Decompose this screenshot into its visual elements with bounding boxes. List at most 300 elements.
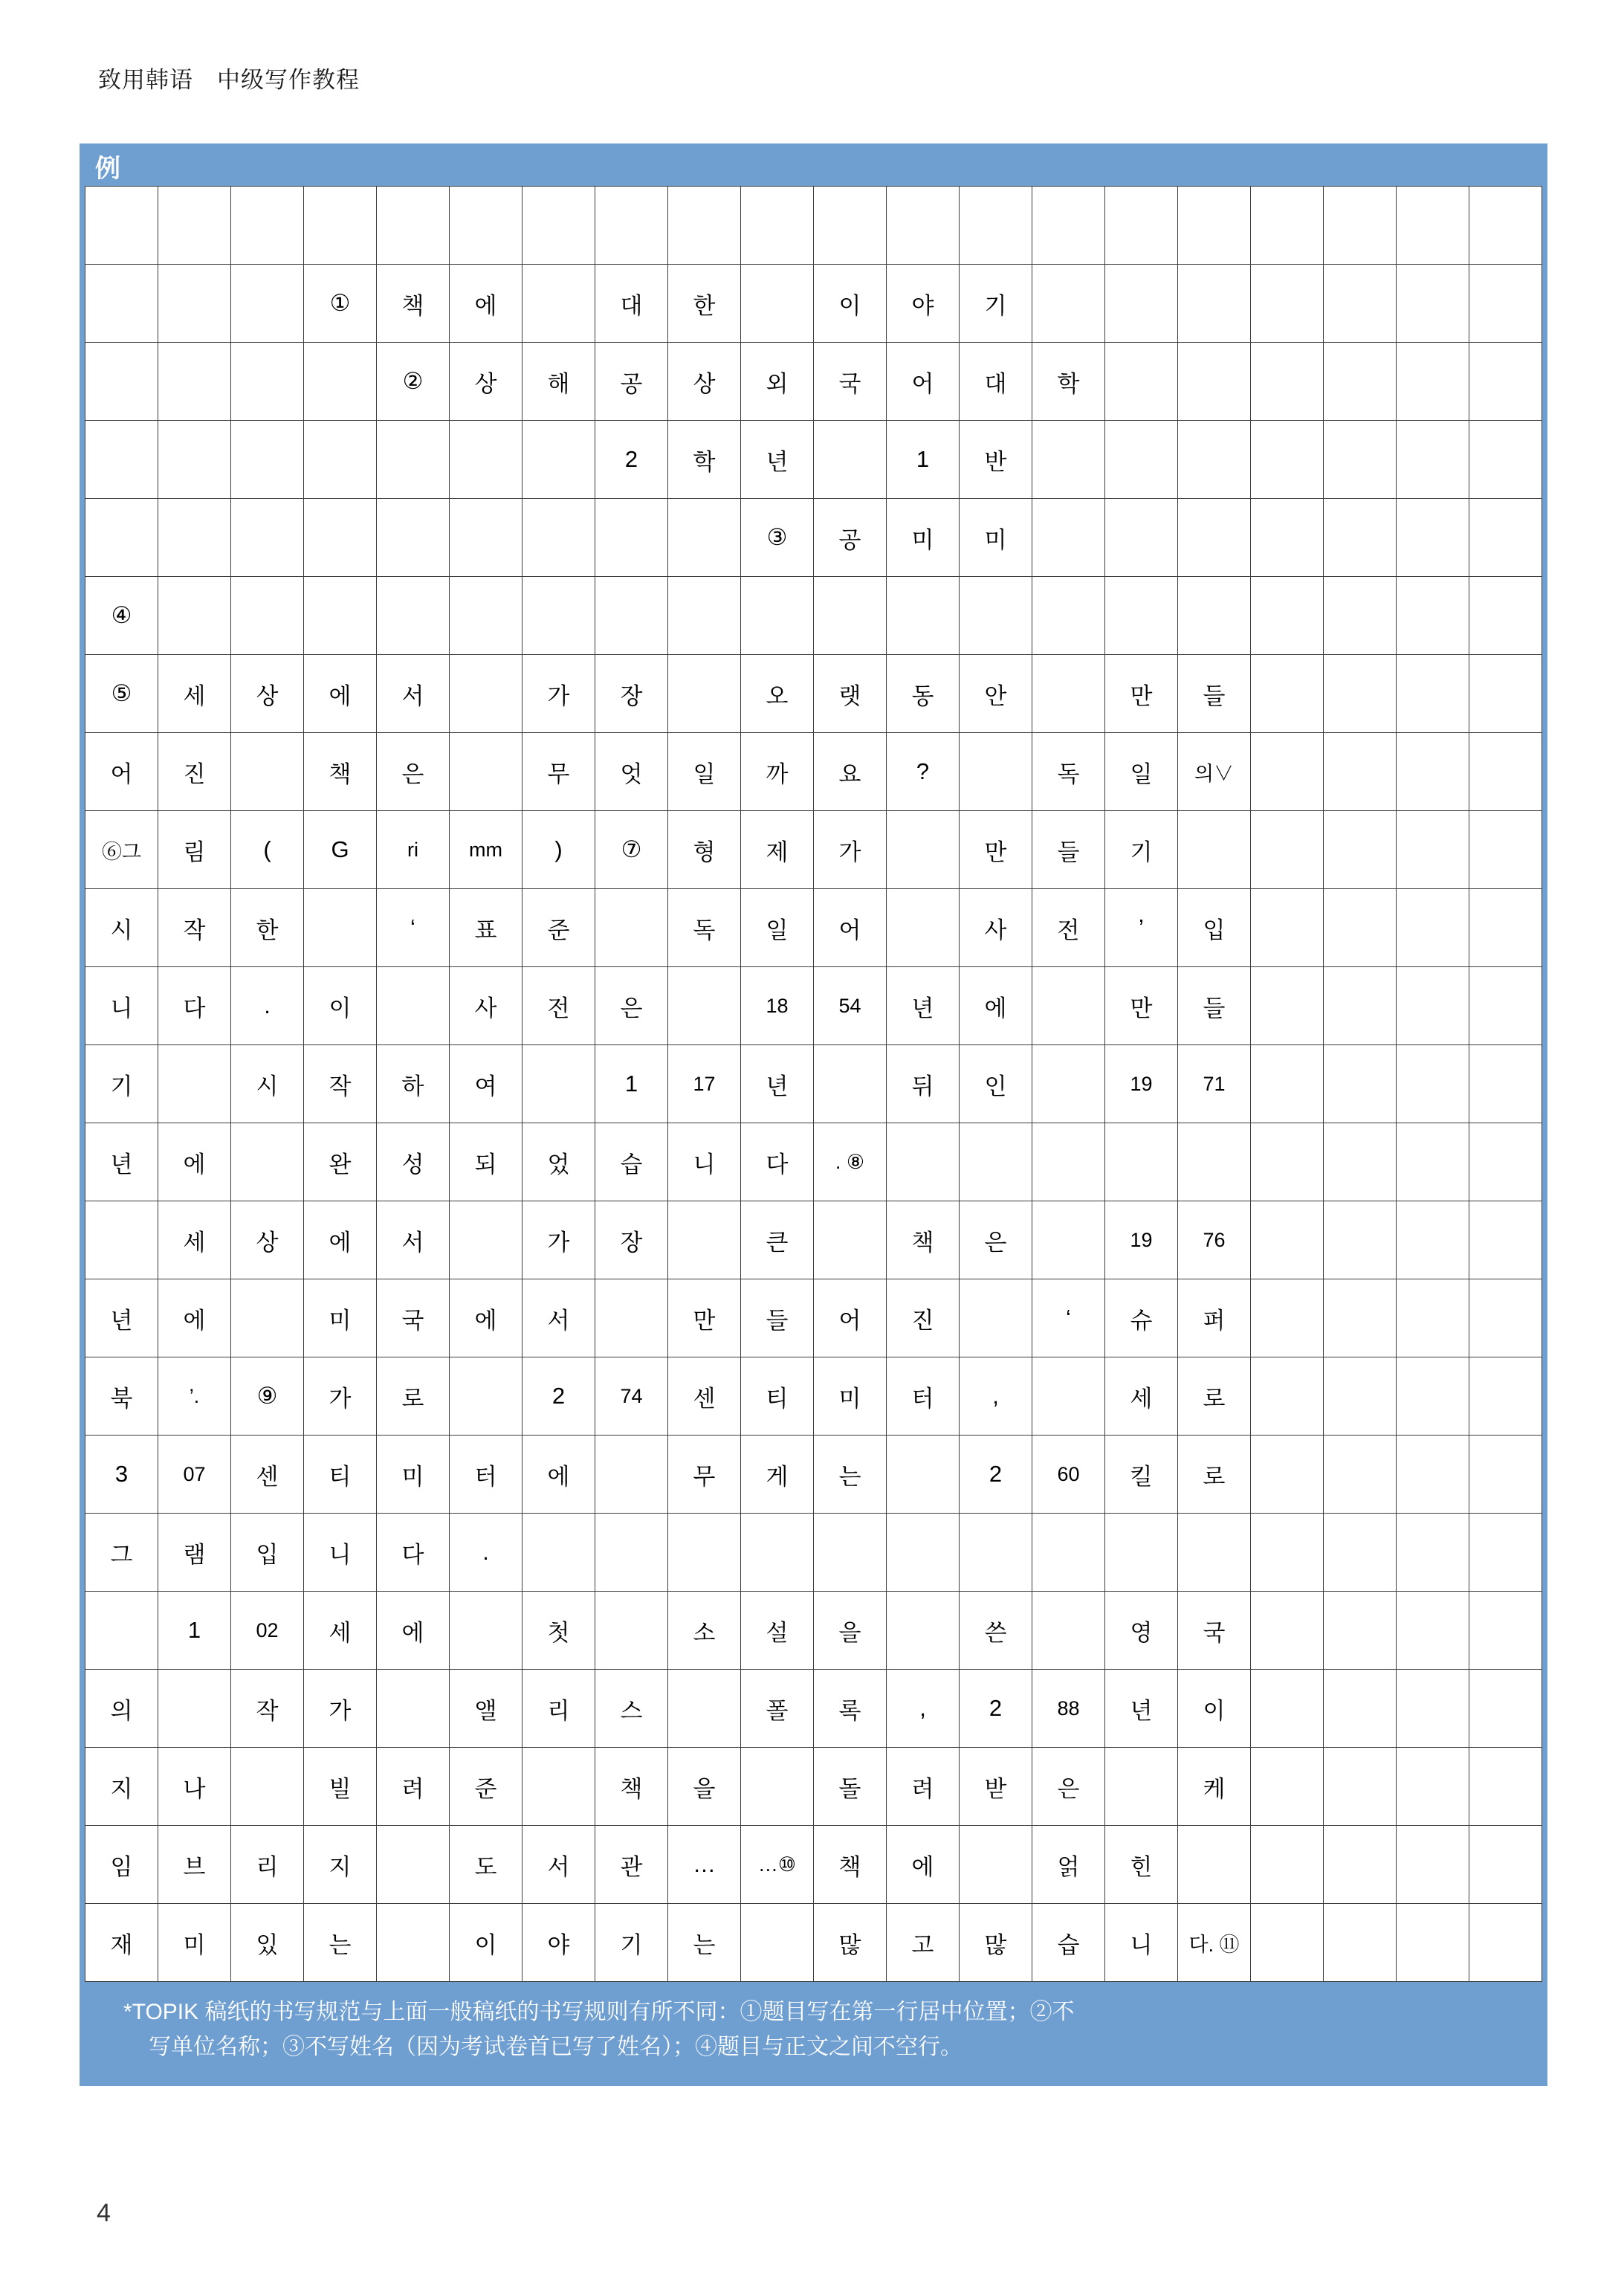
grid-cell (158, 343, 231, 421)
grid-cell: 니 (304, 1514, 377, 1592)
grid-cell (595, 1592, 668, 1670)
grid-cell: 려 (377, 1748, 450, 1826)
grid-cell: 로 (1178, 1436, 1251, 1514)
grid-cell (1324, 733, 1397, 811)
grid-cell: 성 (377, 1123, 450, 1201)
grid-cell (158, 187, 231, 265)
grid-cell (1397, 1592, 1469, 1670)
grid-row (85, 1670, 1542, 1748)
grid-cell: 미 (304, 1279, 377, 1357)
grid-cell: 진 (158, 733, 231, 811)
grid-cell (1032, 187, 1105, 265)
grid-cell (1178, 1514, 1251, 1592)
grid-cell: 한 (668, 265, 741, 343)
grid-cell (887, 1514, 960, 1592)
grid-cell: 티 (304, 1436, 377, 1514)
grid-cell (1469, 655, 1542, 733)
grid-cell: 책 (814, 1826, 887, 1904)
grid-cell (450, 655, 523, 733)
grid-cell (231, 1748, 304, 1826)
grid-cell: 은 (377, 733, 450, 811)
grid-cell (1251, 1123, 1324, 1201)
grid-cell: 작 (304, 1045, 377, 1123)
grid-cell (814, 1514, 887, 1592)
grid-cell (1469, 1826, 1542, 1904)
grid-cell (1324, 1826, 1397, 1904)
grid-cell (1324, 1123, 1397, 1201)
grid-cell: . (231, 967, 304, 1045)
grid-cell: 에 (304, 655, 377, 733)
grid-cell: ) (523, 811, 595, 889)
grid-cell: 대 (960, 343, 1032, 421)
grid-cell (1251, 1904, 1324, 1982)
grid-cell (450, 1592, 523, 1670)
grid-cell: 만 (668, 1279, 741, 1357)
grid-cell: 은 (595, 967, 668, 1045)
grid-cell: 무 (668, 1436, 741, 1514)
grid-cell: 들 (1178, 967, 1251, 1045)
grid-cell (1397, 889, 1469, 967)
grid-cell (377, 187, 450, 265)
grid-cell (595, 1279, 668, 1357)
manuscript-sheet (80, 143, 1547, 2086)
grid-cell (1397, 1045, 1469, 1123)
grid-cell: 미 (814, 1357, 887, 1436)
grid-cell (1324, 1279, 1397, 1357)
grid-cell: 기 (595, 1904, 668, 1982)
grid-cell (814, 421, 887, 499)
grid-cell (1469, 499, 1542, 577)
grid-cell: 표 (450, 889, 523, 967)
grid-cell: 슈 (1105, 1279, 1178, 1357)
grid-cell: 상 (231, 655, 304, 733)
grid-cell (1397, 1279, 1469, 1357)
grid-cell (1251, 1279, 1324, 1357)
grid-cell: 독 (668, 889, 741, 967)
grid-cell: 에 (158, 1279, 231, 1357)
grid-cell (1178, 265, 1251, 343)
grid-cell (1105, 421, 1178, 499)
grid-cell: 되 (450, 1123, 523, 1201)
grid-cell: 54 (814, 967, 887, 1045)
grid-cell: 첫 (523, 1592, 595, 1670)
grid-cell (960, 577, 1032, 655)
grid-cell (741, 577, 814, 655)
grid-cell (1105, 187, 1178, 265)
grid-cell (85, 499, 158, 577)
grid-cell (523, 577, 595, 655)
grid-cell: 니 (85, 967, 158, 1045)
grid-cell (523, 1748, 595, 1826)
grid-cell: 1 (158, 1592, 231, 1670)
grid-cell: 무 (523, 733, 595, 811)
grid-cell: 티 (741, 1357, 814, 1436)
grid-cell: 미 (887, 499, 960, 577)
grid-cell: 얽 (1032, 1826, 1105, 1904)
grid-row (85, 1357, 1542, 1436)
grid-cell: 2 (960, 1670, 1032, 1748)
grid-cell (1469, 889, 1542, 967)
grid-cell: 많 (960, 1904, 1032, 1982)
grid-cell (1178, 577, 1251, 655)
grid-cell: . ⑧ (814, 1123, 887, 1201)
grid-cell: 리 (231, 1826, 304, 1904)
grid-cell: 02 (231, 1592, 304, 1670)
grid-cell: 년 (85, 1123, 158, 1201)
grid-cell (741, 1904, 814, 1982)
grid-cell: 책 (377, 265, 450, 343)
grid-cell: 사 (960, 889, 1032, 967)
grid-cell (158, 577, 231, 655)
grid-cell (1324, 1670, 1397, 1748)
grid-cell (668, 1514, 741, 1592)
grid-cell (1251, 1670, 1324, 1748)
grid-cell: 앨 (450, 1670, 523, 1748)
grid-cell (1324, 1436, 1397, 1514)
grid-cell (231, 1123, 304, 1201)
grid-cell: 북 (85, 1357, 158, 1436)
grid-cell: 88 (1032, 1670, 1105, 1748)
grid-cell: 하 (377, 1045, 450, 1123)
grid-cell (1397, 1904, 1469, 1982)
grid-cell (1469, 1201, 1542, 1279)
grid-cell: 국 (814, 343, 887, 421)
grid-cell: 는 (668, 1904, 741, 1982)
grid-cell (741, 1514, 814, 1592)
grid-cell: 상 (668, 343, 741, 421)
grid-cell: 세 (158, 655, 231, 733)
grid-cell (887, 1123, 960, 1201)
grid-cell: 은 (960, 1201, 1032, 1279)
grid-cell (1397, 1514, 1469, 1592)
grid-cell (1397, 967, 1469, 1045)
grid-cell: 학 (668, 421, 741, 499)
grid-cell (1469, 1436, 1542, 1514)
grid-cell (158, 265, 231, 343)
grid-cell (887, 1436, 960, 1514)
grid-cell (158, 1045, 231, 1123)
grid-cell: 을 (814, 1592, 887, 1670)
grid-cell (231, 499, 304, 577)
grid-cell (960, 1279, 1032, 1357)
grid-cell (1251, 1357, 1324, 1436)
grid-row (85, 1826, 1542, 1904)
grid-row (85, 733, 1542, 811)
grid-cell (814, 1201, 887, 1279)
running-header: 致用韩语 中级写作教程 (98, 67, 360, 93)
grid-cell (1251, 1592, 1324, 1670)
grid-cell: 해 (523, 343, 595, 421)
grid-cell: 에 (960, 967, 1032, 1045)
grid-cell (450, 577, 523, 655)
grid-cell (1469, 733, 1542, 811)
grid-cell: 세 (304, 1592, 377, 1670)
grid-cell (595, 1514, 668, 1592)
grid-cell (1324, 1514, 1397, 1592)
grid-cell: 습 (1032, 1904, 1105, 1982)
grid-cell (1105, 1748, 1178, 1826)
grid-row (85, 1436, 1542, 1514)
grid-row (85, 1279, 1542, 1357)
grid-cell (450, 1201, 523, 1279)
grid-cell: 서 (523, 1279, 595, 1357)
grid-cell (887, 1592, 960, 1670)
grid-cell (1032, 1514, 1105, 1592)
grid-cell: 기 (960, 265, 1032, 343)
grid-cell: 전 (523, 967, 595, 1045)
grid-cell (1469, 1045, 1542, 1123)
grid-cell: 의 (85, 1670, 158, 1748)
grid-cell: 에 (450, 1279, 523, 1357)
grid-cell: ⑥그 (85, 811, 158, 889)
grid-cell (595, 577, 668, 655)
grid-cell: 오 (741, 655, 814, 733)
grid-cell: 빌 (304, 1748, 377, 1826)
grid-cell: . (450, 1514, 523, 1592)
grid-cell: 외 (741, 343, 814, 421)
grid-cell: 도 (450, 1826, 523, 1904)
grid-cell: 완 (304, 1123, 377, 1201)
grid-cell: 들 (1032, 811, 1105, 889)
grid-cell: 형 (668, 811, 741, 889)
grid-cell (887, 187, 960, 265)
grid-cell (595, 499, 668, 577)
grid-cell (1324, 265, 1397, 343)
grid-cell (1324, 655, 1397, 733)
grid-cell (1251, 577, 1324, 655)
grid-cell: 서 (377, 655, 450, 733)
grid-cell (1251, 1201, 1324, 1279)
grid-cell (668, 499, 741, 577)
grid-cell (1324, 1201, 1397, 1279)
grid-cell: ’. (158, 1357, 231, 1436)
grid-cell: 돌 (814, 1748, 887, 1826)
grid-cell (1105, 343, 1178, 421)
grid-cell (1178, 421, 1251, 499)
grid-cell: 케 (1178, 1748, 1251, 1826)
grid-cell (1397, 1436, 1469, 1514)
grid-cell: 리 (523, 1670, 595, 1748)
grid-cell (523, 1514, 595, 1592)
grid-cell (741, 1748, 814, 1826)
grid-cell: ⑦ (595, 811, 668, 889)
grid-cell: 에 (523, 1436, 595, 1514)
grid-cell: 가 (304, 1670, 377, 1748)
grid-cell (231, 187, 304, 265)
grid-cell: 만 (960, 811, 1032, 889)
grid-cell: 임 (85, 1826, 158, 1904)
grid-cell: 국 (1178, 1592, 1251, 1670)
grid-cell (741, 187, 814, 265)
grid-cell: 림 (158, 811, 231, 889)
grid-row (85, 577, 1542, 655)
grid-cell: 60 (1032, 1436, 1105, 1514)
grid-cell (1105, 577, 1178, 655)
grid-cell: 관 (595, 1826, 668, 1904)
grid-cell: 입 (231, 1514, 304, 1592)
grid-cell: 는 (304, 1904, 377, 1982)
grid-cell: 대 (595, 265, 668, 343)
grid-cell (1251, 1514, 1324, 1592)
grid-cell: 많 (814, 1904, 887, 1982)
grid-cell (523, 187, 595, 265)
grid-cell (1251, 1748, 1324, 1826)
grid-cell (1469, 1357, 1542, 1436)
grid-cell (1397, 1748, 1469, 1826)
grid-cell: 받 (960, 1748, 1032, 1826)
grid-cell: 가 (814, 811, 887, 889)
grid-cell (85, 265, 158, 343)
grid-cell (1251, 1045, 1324, 1123)
grid-cell (1469, 1748, 1542, 1826)
grid-cell: 17 (668, 1045, 741, 1123)
grid-cell: 니 (668, 1123, 741, 1201)
grid-cell (304, 889, 377, 967)
grid-cell: 상 (450, 343, 523, 421)
grid-cell: 18 (741, 967, 814, 1045)
grid-cell (1324, 1592, 1397, 1670)
grid-cell: 다. ⑪ (1178, 1904, 1251, 1982)
grid-cell: ③ (741, 499, 814, 577)
grid-cell: 07 (158, 1436, 231, 1514)
grid-cell (1032, 967, 1105, 1045)
grid-cell: 어 (85, 733, 158, 811)
grid-cell (1032, 577, 1105, 655)
grid-cell (1397, 1123, 1469, 1201)
grid-cell (1324, 811, 1397, 889)
grid-cell: 의∨ (1178, 733, 1251, 811)
grid-cell (1178, 499, 1251, 577)
grid-cell (1251, 343, 1324, 421)
grid-cell: 년 (741, 1045, 814, 1123)
grid-cell: 있 (231, 1904, 304, 1982)
grid-cell: 이 (450, 1904, 523, 1982)
grid-cell (85, 421, 158, 499)
grid-cell: 터 (887, 1357, 960, 1436)
grid-cell: 힌 (1105, 1826, 1178, 1904)
grid-cell (1397, 1201, 1469, 1279)
grid-cell (1032, 1357, 1105, 1436)
grid-cell: 센 (231, 1436, 304, 1514)
grid-cell (1178, 1826, 1251, 1904)
grid-cell (1251, 811, 1324, 889)
grid-cell: 이 (814, 265, 887, 343)
grid-cell: 1 (887, 421, 960, 499)
grid-cell: 록 (814, 1670, 887, 1748)
grid-cell: …⑩ (741, 1826, 814, 1904)
grid-cell (1324, 343, 1397, 421)
grid-cell: 가 (523, 655, 595, 733)
grid-cell (1397, 265, 1469, 343)
grid-cell (741, 265, 814, 343)
grid-cell (377, 967, 450, 1045)
grid-cell (1178, 1123, 1251, 1201)
grid-cell (1324, 421, 1397, 499)
grid-cell: 동 (887, 655, 960, 733)
grid-cell (1397, 1357, 1469, 1436)
grid-cell: 영 (1105, 1592, 1178, 1670)
grid-cell: 들 (1178, 655, 1251, 733)
grid-cell: ① (304, 265, 377, 343)
grid-cell: 가 (523, 1201, 595, 1279)
grid-cell (1469, 187, 1542, 265)
grid-cell (85, 343, 158, 421)
grid-cell: 소 (668, 1592, 741, 1670)
grid-cell: 년 (85, 1279, 158, 1357)
grid-cell (304, 499, 377, 577)
grid-cell (1105, 499, 1178, 577)
grid-cell (1251, 265, 1324, 343)
grid-cell (887, 811, 960, 889)
grid-cell (1324, 1748, 1397, 1826)
grid-cell: 는 (814, 1436, 887, 1514)
grid-cell: 작 (231, 1670, 304, 1748)
grid-cell (231, 343, 304, 421)
grid-cell: 어 (814, 1279, 887, 1357)
grid-cell: 재 (85, 1904, 158, 1982)
grid-cell (1032, 1123, 1105, 1201)
grid-cell: 미 (960, 499, 1032, 577)
grid-cell: , (960, 1357, 1032, 1436)
grid-cell (1397, 1670, 1469, 1748)
sheet-title: 例 (85, 149, 1542, 186)
grid-cell (85, 187, 158, 265)
grid-cell: 습 (595, 1123, 668, 1201)
grid-cell (668, 655, 741, 733)
grid-cell (814, 1045, 887, 1123)
grid-cell: 스 (595, 1670, 668, 1748)
grid-cell: ⑨ (231, 1357, 304, 1436)
grid-cell (523, 265, 595, 343)
grid-cell: 공 (814, 499, 887, 577)
grid-cell: 게 (741, 1436, 814, 1514)
grid-row (85, 343, 1542, 421)
grid-cell (450, 499, 523, 577)
grid-cell: 가 (304, 1357, 377, 1436)
grid-cell (960, 1514, 1032, 1592)
grid-cell (1251, 421, 1324, 499)
grid-cell: 다 (158, 967, 231, 1045)
grid-cell (1397, 811, 1469, 889)
grid-cell (1178, 187, 1251, 265)
grid-cell: 년 (1105, 1670, 1178, 1748)
grid-cell (158, 499, 231, 577)
grid-row (85, 655, 1542, 733)
grid-cell: mm (450, 811, 523, 889)
grid-cell: 려 (887, 1748, 960, 1826)
grid-cell (1469, 343, 1542, 421)
grid-cell: 시 (85, 889, 158, 967)
grid-row (85, 421, 1542, 499)
grid-cell: 진 (887, 1279, 960, 1357)
grid-cell: 어 (887, 343, 960, 421)
grid-cell (450, 733, 523, 811)
grid-cell: 서 (377, 1201, 450, 1279)
grid-cell (1469, 1279, 1542, 1357)
grid-cell (960, 733, 1032, 811)
grid-cell (1324, 1904, 1397, 1982)
grid-cell: 2 (595, 421, 668, 499)
grid-cell: 요 (814, 733, 887, 811)
grid-cell (377, 1670, 450, 1748)
grid-cell: 에 (158, 1123, 231, 1201)
grid-cell: 사 (450, 967, 523, 1045)
grid-cell (1397, 577, 1469, 655)
grid-cell (1397, 187, 1469, 265)
grid-cell (1251, 655, 1324, 733)
grid-cell (377, 1904, 450, 1982)
grid-cell: 야 (523, 1904, 595, 1982)
